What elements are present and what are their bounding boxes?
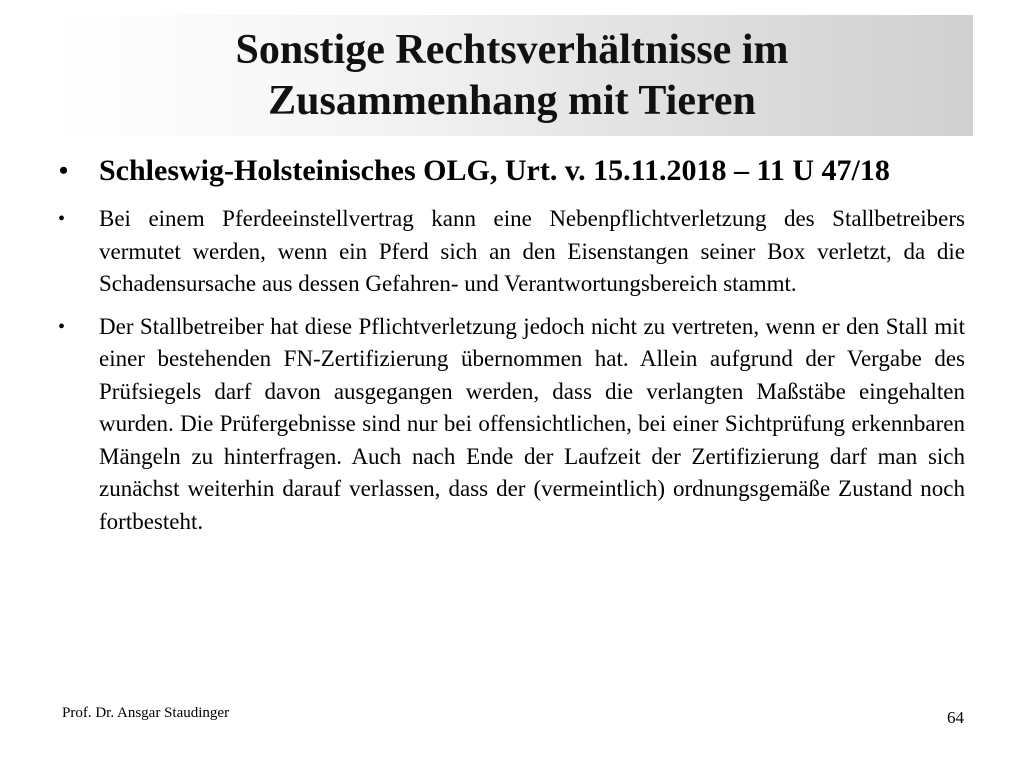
bullet-text: Der Stallbetreiber hat diese Pflichtverletzung jedoch nicht zu vertreten, wenn er den Stall mit einer bestehenden FN-Zertifizierung übernommen hat. Allein aufgrund der Vergabe des Prüfsiegels darf davon ausgegangen werden, dass die verlangten Maßstäbe eingehalten wurden. Die Prüfergebnisse sind nur bei offensichtlichen, bei einer Sichtprüfung erkennbaren Mängeln zu hinterfragen. Auch nach Ende der Laufzeit der Zertifizierung darf man sich zunächst weiterhin darauf verlassen, dass der (vermeintlich) ordnungsgemäße Zustand noch fortbesteht.: [99, 313, 965, 534]
slide-title-line-2: Zusammenhang mit Tieren: [268, 77, 756, 124]
page-number: 64: [947, 708, 964, 727]
bullet-text: Bei einem Pferdeeinstellvertrag kann eine Nebenpflichtverletzung des Stallbetreibers vermutet werden, wenn ein Pferd sich an den Eisenstangen seiner Box verletzt, da die Schadensursache aus dessen Gefahren- und Verantwortungsbereich stammt.: [99, 206, 965, 296]
bullet-marker: •: [59, 156, 69, 185]
bullet-duty-violation: [55, 203, 965, 301]
bullet-certification: [55, 311, 965, 539]
slide-body: [55, 152, 965, 548]
bullet-text: Schleswig-Holsteinisches OLG, Urt. v. 15.11.2018 – 11 U 47/18: [99, 154, 890, 187]
slide-title-line-1: Sonstige Rechtsverhältnisse im: [235, 26, 789, 73]
slide-title-bar: [51, 15, 973, 136]
bullet-court-decision: [55, 152, 965, 189]
bullet-marker: •: [58, 208, 66, 230]
bullet-marker: •: [58, 315, 66, 338]
footer-author: Prof. Dr. Ansgar Staudinger: [62, 705, 230, 721]
